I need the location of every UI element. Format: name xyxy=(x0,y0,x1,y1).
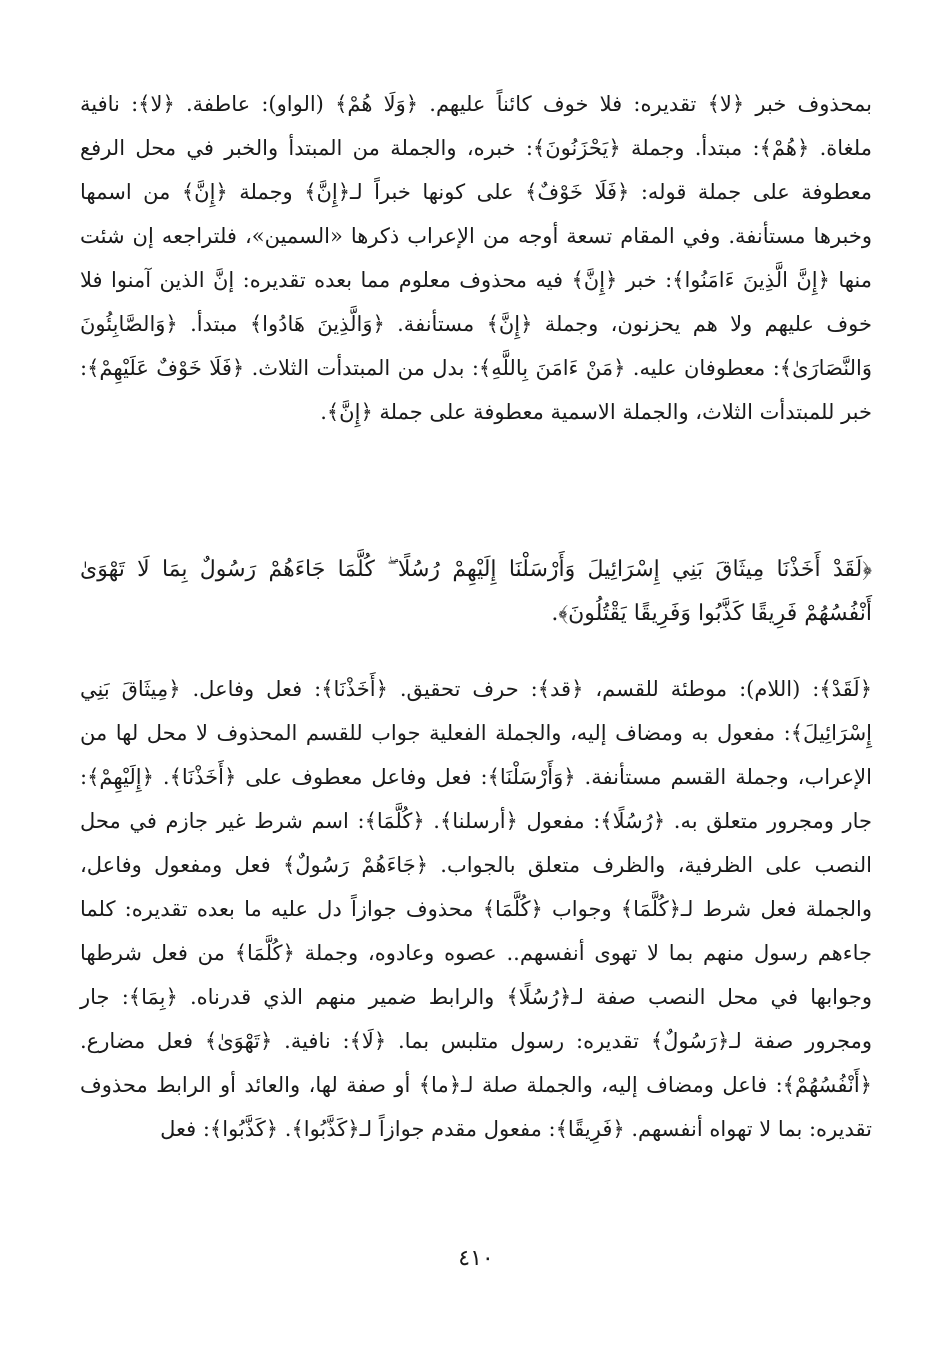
page-number: ٤١٠ xyxy=(458,1246,494,1271)
quran-verse: ﴿لَقَدْ أَخَذْنَا مِيثَاقَ بَنِي إِسْرَائِيلَ وَأَرْسَلْنَا إِلَيْهِمْ رُسُلًا ۖ كُلَّمَا جَاءَهُمْ رَسُولٌ بِمَا لَا تَهْوَىٰ أَنْفُسُهُمْ فَرِيقًا كَذَّبُوا وَفَرِيقًا يَقْتُلُونَ﴾. xyxy=(80,557,872,626)
commentary-paragraph-bottom: ﴿لَقَدْ﴾: (اللام): موطئة للقسم، ﴿قد﴾: حرف تحقيق. ﴿أَخَذْنَا﴾: فعل وفاعل. ﴿مِيثَاقَ بَنِي إِسْرَائِيلَ﴾: مفعول به ومضاف إليه، والجملة الفعلية جواب للقسم المحذوف لا محل لها من الإعراب، وجملة القسم مستأنفة. ﴿وَأَرْسَلْنَا﴾: فعل وفاعل معطوف على ﴿أَخَذْنَا﴾. ﴿إِلَيْهِمْ﴾: جار ومجرور متعلق به. ﴿رُسُلًا﴾: مفعول ﴿أرسلنا﴾. ﴿كُلَّمَا﴾: اسم شرط غير جازم في محل النصب على الظرفية، والظرف متعلق بالجواب. ﴿جَاءَهُمْ رَسُولٌ﴾ فعل ومفعول وفاعل، والجملة فعل شرط لـ﴿كُلَّمَا﴾ وجواب ﴿كُلَّمَا﴾ محذوف جوازاً دل عليه ما بعده تقديره: كلما جاءهم رسول منهم بما لا تهوى أنفسهم.. عصوه وعادوه، وجملة ﴿كُلَّمَا﴾ من فعل شرطها وجوابها في محل النصب صفة لـ﴿رُسُلًا﴾ والرابط ضمير منهم الذي قدرناه. ﴿بِمَا﴾: جار ومجرور صفة لـ﴿رَسُولٌ﴾ تقديره: رسول متلبس بما. ﴿لَا﴾: نافية. ﴿تَهْوَىٰ﴾ فعل مضارع. ﴿أَنْفُسُهُمْ﴾: فاعل ومضاف إليه، والجملة صلة لـ﴿ما﴾ أو صفة لها، والعائد أو الرابط محذوف تقديره: بما لا تهواه أنفسهم. ﴿فَرِيقًا﴾: مفعول مقدم جوازاً لـ﴿كَذَّبُوا﴾. ﴿كَذَّبُوا﴾: فعل xyxy=(80,677,872,1141)
commentary-paragraph-top: بمحذوف خبر ﴿لا﴾ تقديره: فلا خوف كائناً عليهم. ﴿وَلَا هُمْ﴾ (الواو): عاطفة. ﴿لا﴾: نافية ملغاة. ﴿هُمْ﴾: مبتدأ. وجملة ﴿يَحْزَنُونَ﴾: خبره، والجملة من المبتدأ والخبر في محل الرفع معطوفة على جملة قوله: ﴿فَلَا خَوْفٌ﴾ على كونها خبراً لـ﴿إِنَّ﴾ وجملة ﴿إِنَّ﴾ من اسمها وخبرها مستأنفة. وفي المقام تسعة أوجه من الإعراب ذكرها «السمين»، فلتراجعه إن شئت منها ﴿إِنَّ الَّذِينَ ءَامَنُوا﴾: خبر ﴿إِنَّ﴾ فيه محذوف معلوم مما بعده تقديره: إنَّ الذين آمنوا فلا خوف عليهم ولا هم يحزنون، وجملة ﴿إِنَّ﴾ مستأنفة. ﴿وَالَّذِينَ هَادُوا﴾ مبتدأ. ﴿وَالصَّابِئُونَ وَالنَّصَارَىٰ﴾: معطوفان عليه. ﴿مَنْ ءَامَنَ بِاللَّهِ﴾: بدل من المبتدأت الثلاث. ﴿فَلَا خَوْفٌ عَلَيْهِمْ﴾: خبر للمبتدأت الثلاث، والجملة الاسمية معطوفة على جملة ﴿إِنَّ﴾. xyxy=(80,92,872,424)
